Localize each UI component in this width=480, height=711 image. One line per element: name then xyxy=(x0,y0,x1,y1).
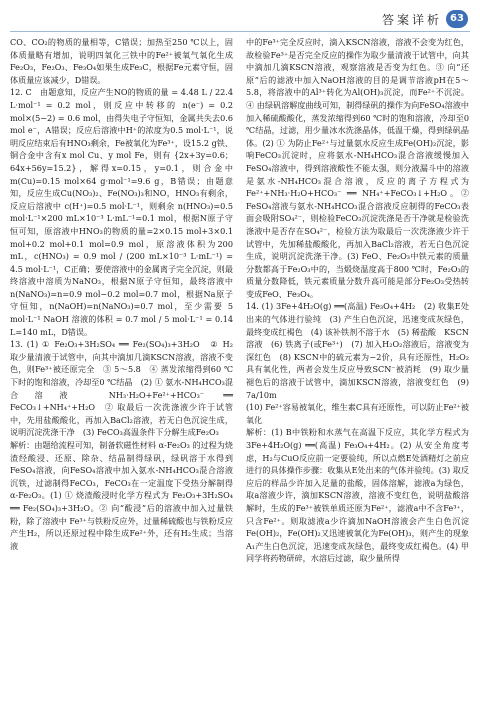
question-13-analysis: 解析：由题给流程可知，制备软磁性材料 α-Fe₂O₃ 的过程为烧渣经酸浸、还原、除杂、结晶制得绿矾，绿矾溶于水得到FeSO₄溶液，向FeSO₄溶液中加入氨水-NH₄HCO₃混合溶液沉铁，过滤制得FeCO₃，FeCO₃在一定温度下受热分解制得 α-Fe₂O₃。(1) ① 烧渣酸浸时化学方程式为 Fe₂O₃+3H₂SO₄ ══ Fe₂(SO₄)₃+3H₂O。② 向“酸浸”后的溶液中加入过量铁粉，除了溶液中 Fe³⁺与铁粉反应外，过量稀硫酸也与铁粉反应产生H₂，所以还原过程中除生成Fe²⁺外，还有H₂生成；当溶液 xyxy=(10,440,233,551)
question-13-answer: 13. (1) ① Fe₂O₃+3H₂SO₄ ══ Fe₂(SO₄)₃+3H₂O ② H₂ 取少量清液于试管中，向其中滴加几滴KSCN溶液，溶液不变色，则Fe³⁺被还原完全 ③ 5～5.8 ④ 蒸发浓缩得到60 ℃下时的饱和溶液，冷却至0 ℃结晶 (2) ① 氨水-NH₄HCO₃混合溶液 NH₃·H₂O+Fe²⁺+HCO₃⁻ ══ FeCO₃↓+NH₄⁺+H₂O ② 取最后一次洗涤液少许于试管中，先用盐酸酸化，再加入BaCl₂溶液，若无白色沉淀生成，说明沉淀洗涤干净 (3) FeCO₃高温条件下分解生成Fe₂O₃ xyxy=(10,339,242,438)
question-14-answer-10: (10) Fe²⁺容易被氧化，维生素C具有还原性，可以防止Fe²⁺被氧化 xyxy=(246,402,469,425)
question-13-analysis-cont: 中的Fe³⁺完全反应时，滴入KSCN溶液，溶液不会变为红色，故检验Fe³⁺是否完全反应的操作为取少量清液于试管中，向其中滴加几滴KSCN溶液，观察溶液是否变为红色。③ 向“还原”后的滤液中加入NaOH溶液的目的是调节溶液pH在5～5.8，将溶液中的Al³⁺转化为Al(OH)₃沉淀，而Fe²⁺不沉淀。④ 由绿矾溶解度曲线可知，制得绿矾的操作为向FeSO₄溶液中加入稀硫酸酸化，蒸发浓缩得到60 ℃时的饱和溶液，冷却至0 ℃结晶，过滤，用少量冰水洗涤晶体，低温干燥，得到绿矾晶体。(2) ① 为防止Fe²⁺与过量氨水反应生成Fe(OH)₂沉淀，影响FeCO₃沉淀时，应将氨水-NH₄HCO₃混合溶液缓慢加入FeSO₄溶液中，得到溶液酸性不能太强，则分液漏斗中的溶液是氨水-NH₄HCO₃混合溶液，反应的离子方程式为 Fe²⁺+NH₃·H₂O+HCO₃⁻ ══ NH₄⁺+FeCO₃↓+H₂O。② FeSO₄溶液与氨水-NH₄HCO₃混合溶液反应制得的FeCO₃表面会吸附SO₄²⁻，则检验FeCO₃沉淀洗涤是否干净就是检验洗涤液中是否存在SO₄²⁻，检验方法为取最后一次洗涤液少许于试管中，先加稀盐酸酸化，再加入BaCl₂溶液，若无白色沉淀生成，说明沉淀洗涤干净。(3) FeO、Fe₂O₃中铁元素的质量分数都高于Fe₂O₃中的，当煅烧温度高于800 ℃时，Fe₂O₃的质量分数降低，铁元素质量分数升高可能是部分Fe₂O₃受热转变成FeO、Fe₃O₄。 xyxy=(246,37,469,299)
question-14-answer: 14. (1) 3Fe+4H₂O(g) ══(高温) Fe₃O₄+4H₂ (2) 收集E处出来的气体进行验纯 (3) 产生白色沉淀，迅速变成灰绿色，最终变成红褐色 (4) 该补铁剂不溶于水 (5) 稀盐酸 KSCN溶液 (6) 铁离子(或Fe³⁺) (7) 加入H₂O₂溶液后，溶液变为深红色 (8) KSCN中的硫元素为−2价，具有还原性，H₂O₂具有氧化性，两者会发生反应导致SCN⁻被消耗 (9) 取少量褪色后的溶液于试管中，滴加KSCN溶液，溶液变红色 (9) 7a/10m xyxy=(246,301,469,400)
left-paragraph-1: CO、CO₂的物质的量相等，C错误；加热至250 ℃以上，固体质量略有增加，说明四氧化三铁中的Fe²⁺被氧气氧化生成Fe₂O₃，Fe₂O₃、Fe₃O₄如果生成Fe₃C，根据Fe元素守恒，固体质量应该减少，D错误。 xyxy=(10,37,233,85)
header-divider xyxy=(10,31,470,32)
right-column xyxy=(246,36,469,706)
left-column xyxy=(10,36,242,706)
page-header xyxy=(382,10,468,28)
question-14-analysis: 解析：(1) B中铁粉和水蒸气在高温下反应，其化学方程式为 3Fe+4H₂O(g) ══(高温) Fe₃O₄+4H₂。(2) 从安全角度考虑，H₂与CuO反应前一定要验纯，所以点燃E处酒精灯之前应进行的具体操作步骤：收集从E处出来的气体并验纯。(3) 取反应后的样品少许加入足量的盐酸，固体溶解，滤液a为绿色，取a溶液少许，滴加KSCN溶液，溶液不变红色，说明盐酸溶解时，生成的Fe³⁺被铁单质还原为Fe²⁺，滤液a中不含Fe³⁺，只含Fe²⁺。则取滤液a少许滴加NaOH溶液会产生白色沉淀Fe(OH)₂，Fe(OH)₂又迅速被氧化为Fe(OH)₃，则产生的现象A₁产生白色沉淀，迅速变成灰绿色，最终变成红褐色。(4) 甲同学将药物研碎，水溶后过滤，取少量所得 xyxy=(246,427,469,564)
question-12-answer: 12. C 由题意知，反应产生NO的物质的量 = 4.48 L / 22.4 L·mol⁻¹ = 0.2 mol，则反应中转移的 n(e⁻) = 0.2 mol×(5−2) = 0.6 mol，由得失电子守恒知，金属共失去0.6 mol e⁻，A错误；反应后溶液中H⁺的浓度为0.5 mol·L⁻¹，说明反应结束后有HNO₃剩余，Fe被氧化为Fe³⁺，设15.2 g铁、铜合金中含有x mol Cu、y mol Fe，则有 {2x+3y=0.6；64x+56y=15.2}，解得x=0.15，y=0.1，则合金中 m(Cu)=0.15 mol×64 g·mol⁻¹=9.6 g，B错误；由题意知，反应生成Cu(NO₃)₂、Fe(NO₃)₃和NO，HNO₃有剩余，反应后溶液中 c(H⁺)=0.5 mol·L⁻¹，则剩余 n(HNO₃)=0.5 mol·L⁻¹×200 mL×10⁻³ L·mL⁻¹=0.1 mol，根据N原子守恒可知，原溶液中HNO₃的物质的量=2×0.15 mol+3×0.1 mol+0.2 mol+0.1 mol=0.9 mol，原溶液体积为200 mL，c(HNO₃) = 0.9 mol / (200 mL×10⁻³ L·mL⁻¹) = 4.5 mol·L⁻¹，C正确；要使溶液中的金属离子完全沉淀，则最终溶液中溶质为NaNO₃，根据N原子守恒知，最终溶液中 n(NaNO₃)=n=0.9 mol−0.2 mol=0.7 mol，根据Na原子守恒知，n(NaOH)=n(NaNO₃)=0.7 mol，至少需要 5 mol·L⁻¹ NaOH 溶液的体积 = 0.7 mol / 5 mol·L⁻¹ = 0.14 L=140 mL，D错误。 xyxy=(10,87,233,337)
page-number-badge: 63 xyxy=(446,10,468,28)
header-title: 答案详析 xyxy=(381,12,442,27)
